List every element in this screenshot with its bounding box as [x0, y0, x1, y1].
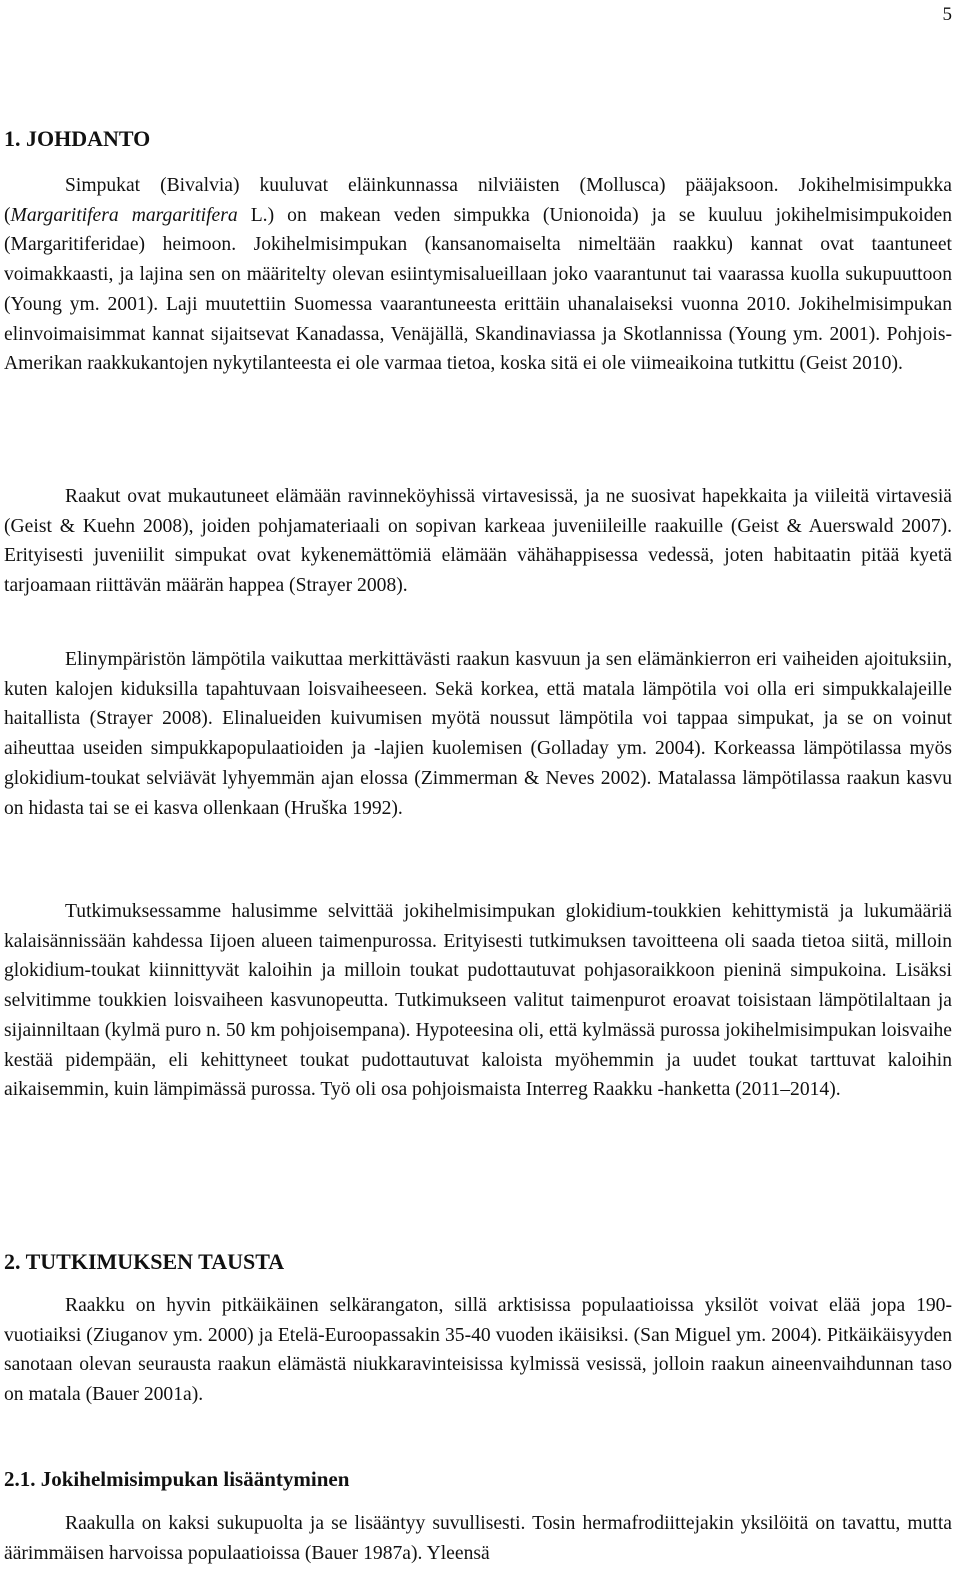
- paragraph-research-aim: Tutkimuksessamme halusimme selvittää jokihelmisimpukan glokidium-toukkien kehittymistä ja lukumääriä kalaisännissään kahdessa Iijoen alueen taimenpurossa. Erityisesti tutkimuksen tavoitteena oli saada tietoa siitä, milloin glokidium-toukat kiinnittyvät kaloihin ja milloin toukat pudottautuvat pohjasoraikkoon pieninä simpukoina. Lisäksi selvitimme toukkien loisvaiheen kasvunopeutta. Tutkimukseen valitut taimenpurot eroavat toisistaan lämpötilaltaan ja sijainniltaan (kylmä puro n. 50 km pohjoisempana). Hypoteesina oli, että kylmässä purossa jokihelmisimpukan loisvaihe kestää pidempään, eli kehittyneet toukat pudottautuvat kaloista myöhemmin ja uudet toukat tarttuvat kaloihin aikaisemmin, kuin lämpimässä purossa. Työ oli osa pohjoismaista Interreg Raakku -hanketta (2011–2014).: [4, 901, 952, 1101]
- page-number: 5: [942, 4, 952, 25]
- section-heading-johdanto: 1. JOHDANTO: [4, 126, 151, 151]
- subsection-heading-reproduction: 2.1. Jokihelmisimpukan lisääntyminen: [4, 1467, 350, 1491]
- paragraph-intro: [4, 171, 952, 379]
- paragraph-reproduction: Raakulla on kaksi sukupuolta ja se lisääntyy suvullisesti. Tosin hermafrodiittejakin yksilöitä on tavattu, mutta äärimmäisen harvoissa populaatioissa (Bauer 1987a). Yleensä: [4, 1513, 952, 1564]
- paragraph-intro-text-a: Simpukat (Bivalvia) kuuluvat eläinkunnassa nilviäisten (Mollusca) pääjaksoon. Jokihelmisimpukka (: [4, 175, 952, 226]
- paragraph-habitat: Raakut ovat mukautuneet elämään ravinneköyhissä virtavesissä, ja ne suosivat hapekkaita ja viileitä virtavesiä (Geist & Kuehn 2008), joiden pohjamateriaali on sopivan karkeaa juveniileille raakuille (Geist & Auerswald 2007). Erityisesti juveniilit simpukat ovat kykenemättömiä elämään vähähappisessa vedessä, joten habitaatin pitää kyetä tarjoamaan riittävän määrän happea (Strayer 2008).: [4, 486, 952, 597]
- paragraph-longevity: Raakku on hyvin pitkäikäinen selkärangaton, sillä arktisissa populaatioissa yksilöt voivat elää jopa 190-vuotiaiksi (Ziuganov ym. 2000) ja Etelä-Euroopassakin 35-40 vuoden ikäisiksi. (San Miguel ym. 2004). Pitkäikäisyyden sanotaan olevan seurausta raakun elämästä niukkaravinteisissa kylmissä vesissä, jolloin raakun aineenvaihdunnan taso on matala (Bauer 2001a).: [4, 1295, 952, 1406]
- paragraph-intro-text-b: L.) on makean veden simpukka (Unionoida) ja se kuuluu jokihelmisimpukoiden (Margaritiferidae) heimoon. Jokihelmisimpukan (kansanomaiselta nimeltään raakku) kannat ovat taantuneet voimakkaasti, ja lajina sen on määritelty olevan esiintymisalueillaan joko vaarantunut tai vaarassa kuolla sukupuuttoon (Young ym. 2001). Laji muutettiin Suomessa vaarantuneesta erittäin uhanalaiseksi vuonna 2010. Jokihelmisimpukan elinvoimaisimmat kannat sijaitsevat Kanadassa, Venäjällä, Skandinaviassa ja Skotlannissa (Young ym. 2001). Pohjois-Amerikan raakkukantojen nykytilanteesta ei ole varmaa tietoa, koska sitä ei ole viimeaikoina tutkittu (Geist 2010).: [4, 204, 952, 375]
- species-name: Margaritifera margaritifera: [10, 204, 238, 226]
- paragraph-temperature: Elinympäristön lämpötila vaikuttaa merkittävästi raakun kasvuun ja sen elämänkierron eri vaiheiden ajoituksiin, kuten kalojen kiduksilla tapahtuvaan loisvaiheeseen. Sekä korkea, että matala lämpötila voi olla eri simpukkalajeille haitallista (Strayer 2008). Elinalueiden kuivumisen myötä noussut lämpötila voi tappaa simpukat, ja se on voinut aiheuttaa useiden simpukkapopulaatioiden ja -lajien kuolemisen (Golladay ym. 2004). Korkeassa lämpötilassa myös glokidium-toukat selviävät lyhyemmän ajan elossa (Zimmerman & Neves 2002). Matalassa lämpötilassa raakun kasvu on hidasta tai se ei kasva ollenkaan (Hruška 1992).: [4, 649, 952, 819]
- section-heading-tausta: 2. TUTKIMUKSEN TAUSTA: [4, 1249, 285, 1274]
